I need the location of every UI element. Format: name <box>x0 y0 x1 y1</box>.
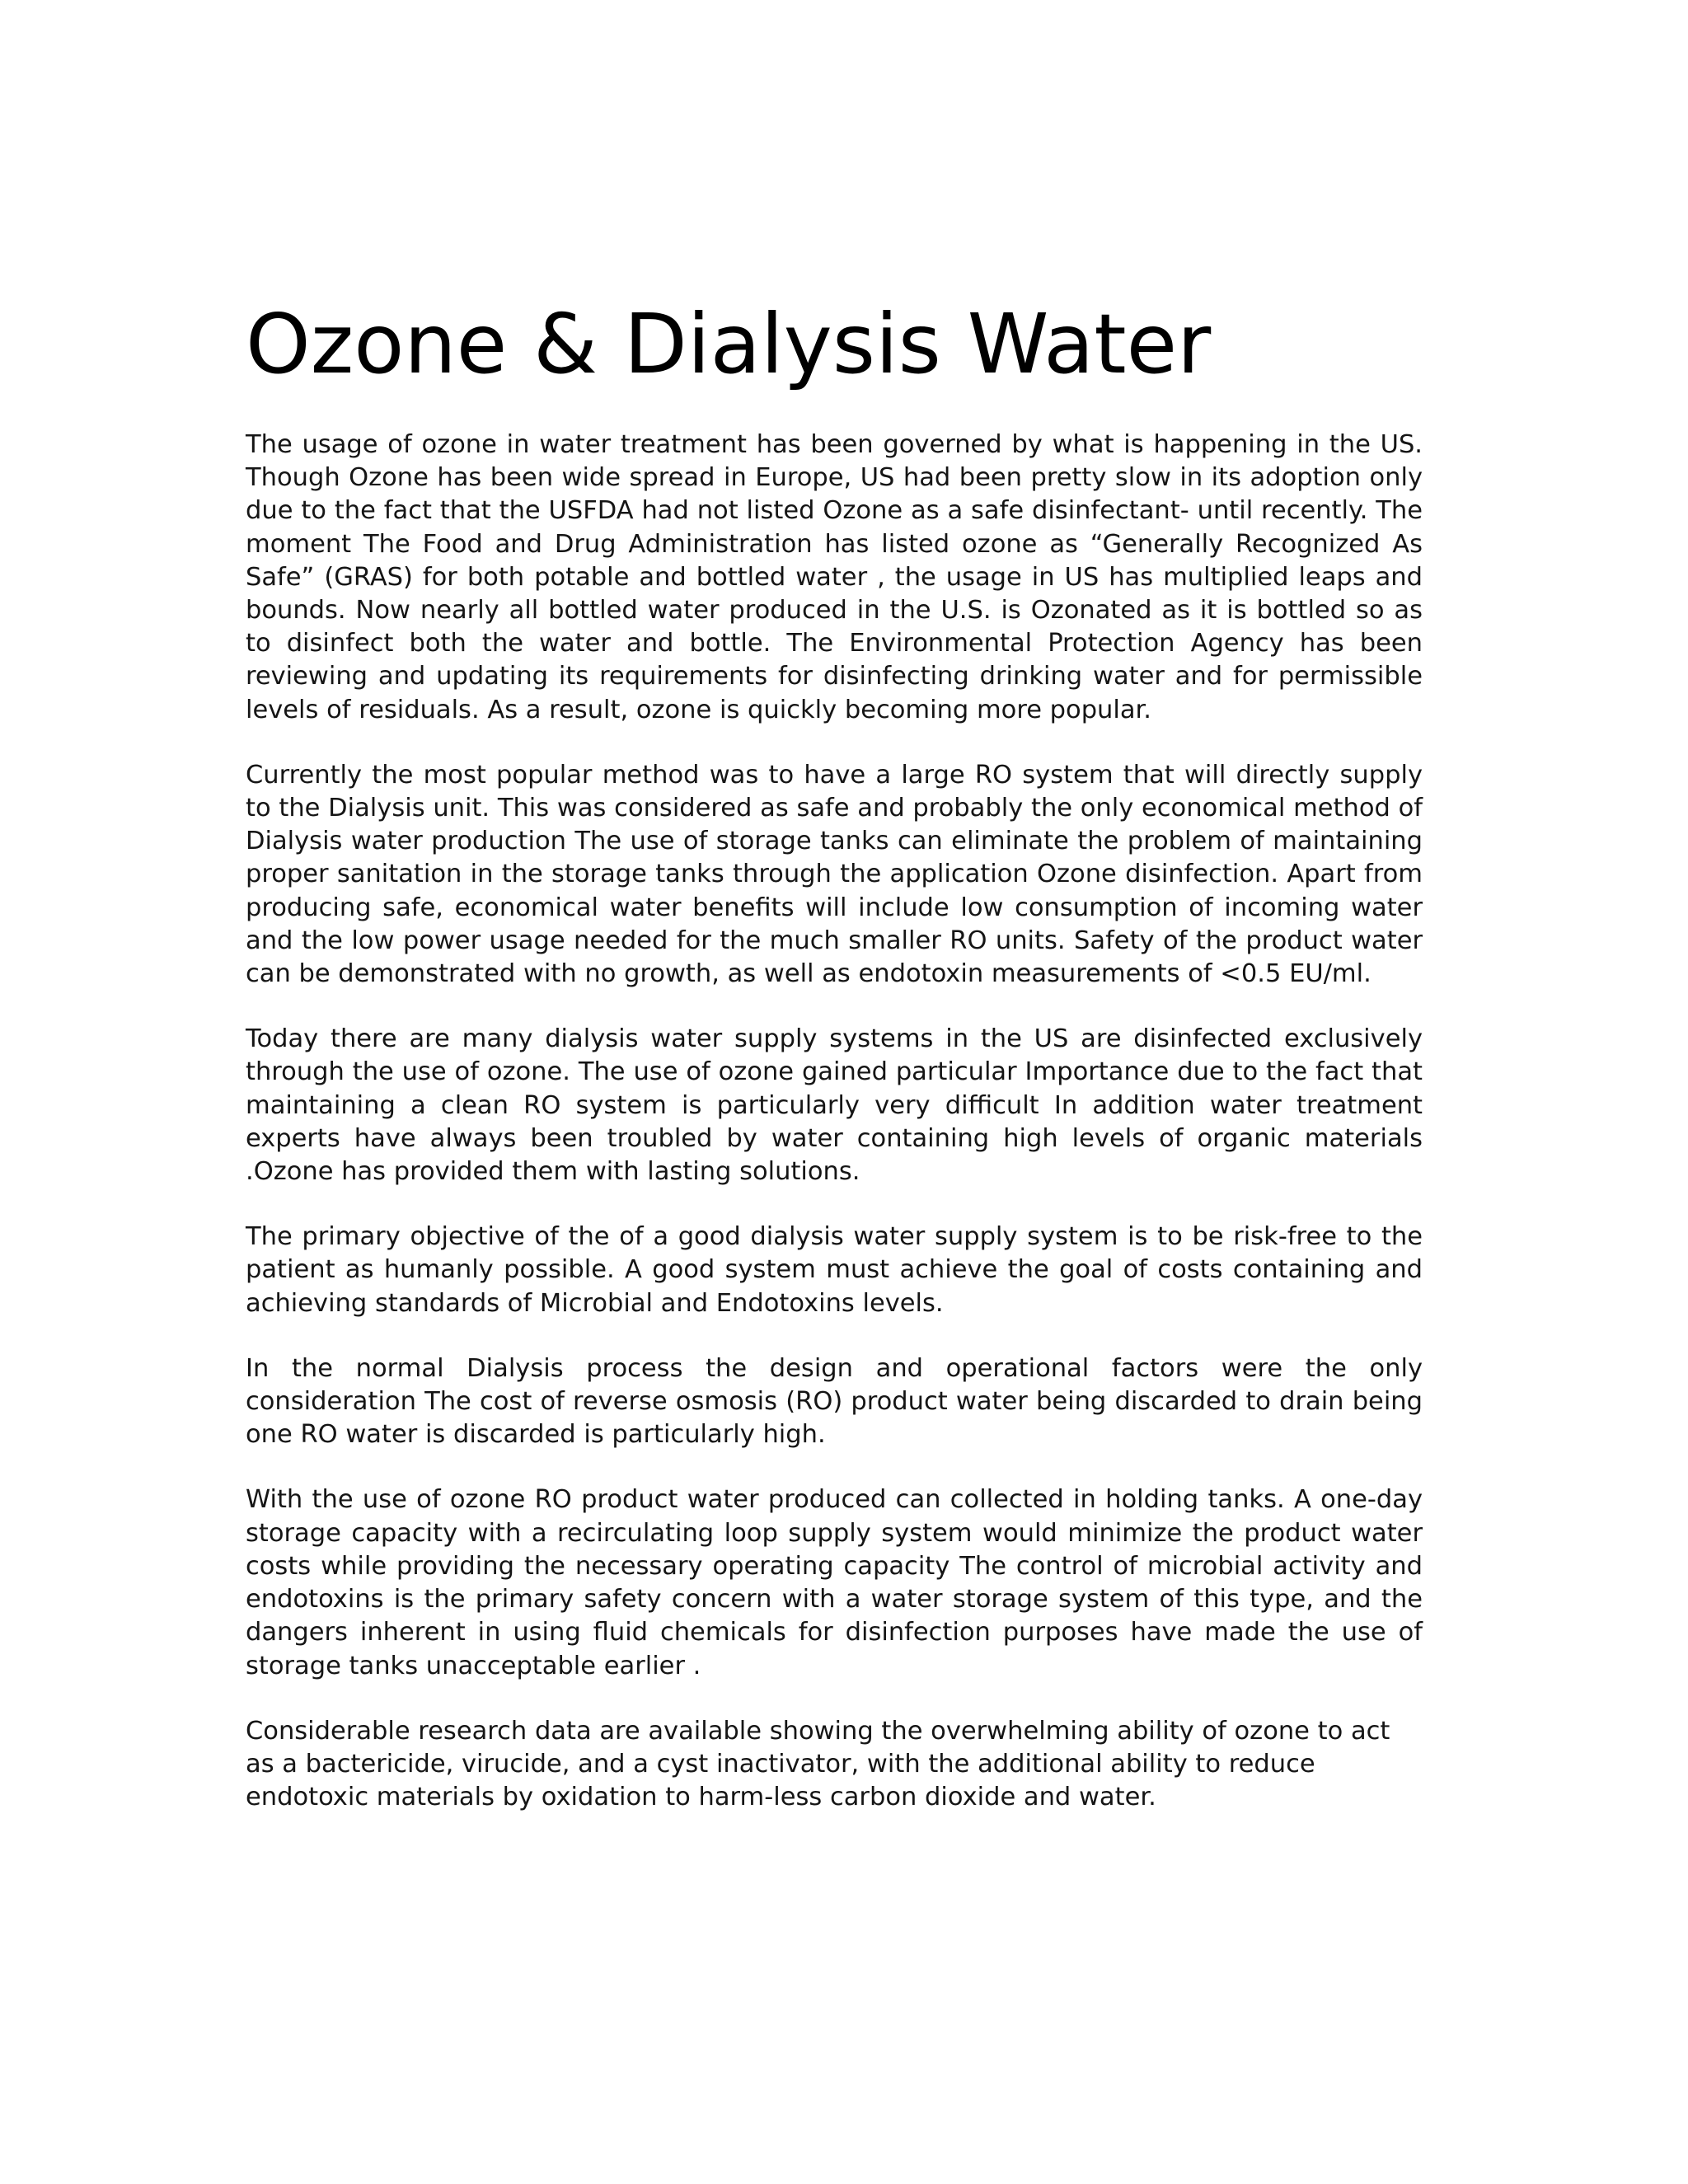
document-title: Ozone & Dialysis Water <box>246 296 1212 392</box>
paragraph-ozone-usage-us: The usage of ozone in water treatment has been governed by what is happening in the US. Though Ozone has been wide spread in Europe, US had been pretty slow in its adoption only due to the fact that the USFDA had not listed Ozone as a safe disinfectant- until recently. The moment The Food and Drug Administration has listed ozone as “Generally Recognized As Safe” (GRAS) for both potable and bottled water , the usage in US has multiplied leaps and bounds. Now nearly all bottled water produced in the U.S. is Ozonated as it is bottled so as to disinfect both the water and bottle. The Environmental Protection Agency has been reviewing and updating its requirements for disinfecting drinking water and for permissible levels of residuals. As a result, ozone is quickly becoming more popular. <box>246 430 1423 724</box>
paragraph-holding-tanks: With the use of ozone RO product water produced can collected in holding tanks. A one-day storage capacity with a recirculating loop supply system would minimize the product water costs while providing the necessary operating capacity The control of microbial activity and endotoxins is the primary safety concern with a water storage system of this type, and the dangers inherent in using fluid chemicals for disinfection purposes have made the use of storage tanks unacceptable earlier . <box>246 1485 1423 1680</box>
paragraph-normal-dialysis-process: In the normal Dialysis process the design and operational factors were the only consideration The cost of reverse osmosis (RO) product water being discarded to drain being one RO water is discarded is particularly high. <box>246 1353 1423 1450</box>
paragraph-dialysis-ozone-disinfection: Today there are many dialysis water supply systems in the US are disinfected exclusively through the use of ozone. The use of ozone gained particular Importance due to the fact that maintaining a clean RO system is particularly very difficult In addition water treatment experts have always been troubled by water containing high levels of organic materials .Ozone has provided them with lasting solutions. <box>246 1024 1423 1187</box>
document-body <box>246 429 1423 1846</box>
paragraph-ro-system-method: Currently the most popular method was to have a large RO system that will directly supply to the Dialysis unit. This was considered as safe and probably the only economical method of Dialysis water production The use of storage tanks can eliminate the problem of maintaining proper sanitation in the storage tanks through the application Ozone disinfection. Apart from producing safe, economical water benefits will include low consumption of incoming water and the low power usage needed for the much smaller RO units. Safety of the product water can be demonstrated with no growth, as well as endotoxin measurements of <0.5 EU/ml. <box>246 760 1423 989</box>
paragraph-research-data: Considerable research data are available showing the overwhelming ability of ozone to act as a bactericide, virucide, and a cyst inactivator, with the additional ability to reduce endotoxic materials by oxidation to harm-less carbon dioxide and water. <box>246 1716 1390 1812</box>
paragraph-primary-objective: The primary objective of the of a good dialysis water supply system is to be risk-free to the patient as humanly possible. A good system must achieve the goal of costs containing and achieving standards of Microbial and Endotoxins levels. <box>246 1222 1423 1318</box>
